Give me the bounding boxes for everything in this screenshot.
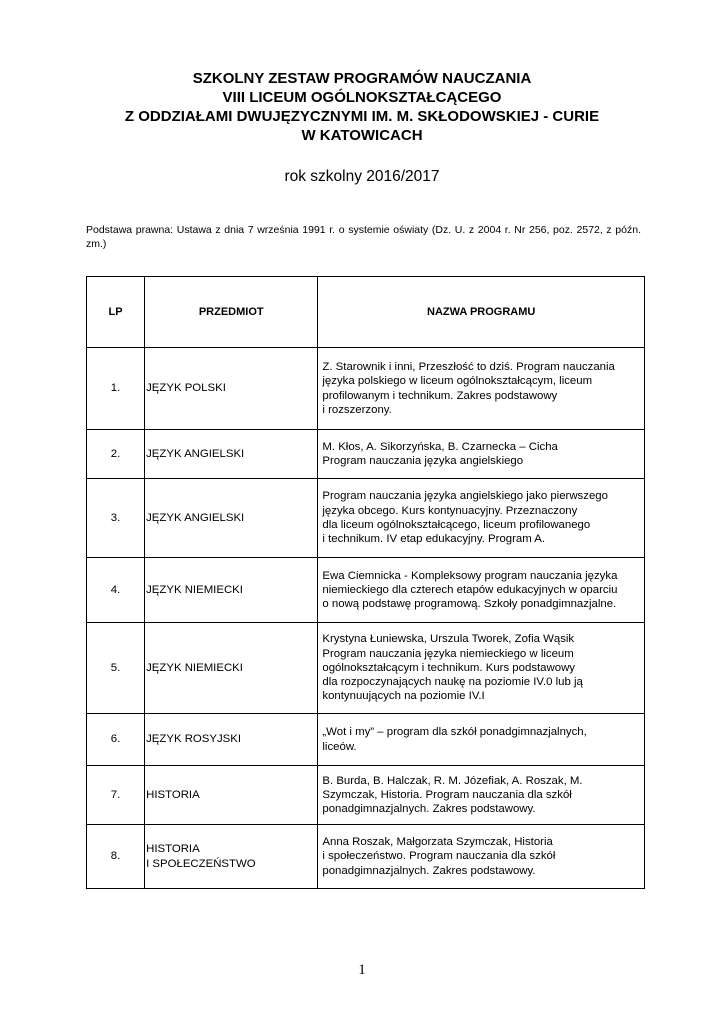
program-name-line: Program nauczania języka angielskiego bbox=[322, 455, 524, 467]
title-line: W KATOWICACH bbox=[301, 127, 423, 144]
program-name-line: Program nauczania języka niemieckiego w liceum bbox=[322, 647, 574, 660]
programs-table bbox=[86, 276, 645, 889]
cell-lp: 4. bbox=[87, 558, 145, 623]
table-body bbox=[87, 348, 645, 889]
cell-subject bbox=[145, 430, 318, 479]
program-name-line: i społeczeństwo. Program nauczania dla szkół bbox=[322, 850, 556, 863]
program-name-line: B. Burda, B. Halczak, R. M. Józefiak, A. Roszak, M. bbox=[322, 774, 583, 787]
table-row bbox=[87, 766, 645, 825]
cell-subject bbox=[145, 714, 318, 766]
cell-subject bbox=[145, 766, 318, 825]
document-title bbox=[60, 69, 664, 145]
table-row bbox=[87, 479, 645, 558]
cell-subject bbox=[145, 348, 318, 430]
table-row bbox=[87, 558, 645, 623]
subject-line: JĘZYK NIEMIECKI bbox=[146, 583, 243, 596]
program-name-line: Anna Roszak, Małgorzata Szymczak, Historia bbox=[322, 836, 553, 849]
cell-subject bbox=[145, 558, 318, 623]
program-name-line: dla liceum ogólnokształcącego, liceum profilowanego bbox=[322, 519, 591, 531]
title-line: Z ODDZIAŁAMI DWUJĘZYCZNYMI IM. M. SKŁODOWSKIEJ - CURIE bbox=[124, 108, 600, 125]
table-row bbox=[87, 430, 645, 479]
table-header-row bbox=[87, 277, 645, 348]
program-name-line: Ewa Ciemnicka - Kompleksowy program nauczania języka bbox=[322, 569, 618, 582]
program-name-line: Szymczak, Historia. Program nauczania dla szkół bbox=[322, 788, 572, 801]
table-row bbox=[87, 348, 645, 430]
program-name-line: dla rozpoczynających naukę na poziomie IV.0 lub ją bbox=[322, 676, 583, 689]
title-line: SZKOLNY ZESTAW PROGRAMÓW NAUCZANIA bbox=[192, 70, 532, 87]
cell-program-name bbox=[318, 348, 645, 430]
program-name-line: ponadgimnazjalnych. Zakres podstawowy. bbox=[322, 864, 536, 877]
table-row bbox=[87, 714, 645, 766]
cell-lp: 5. bbox=[87, 623, 145, 714]
cell-program-name bbox=[318, 766, 645, 825]
subject-line: JĘZYK ROSYJSKI bbox=[146, 733, 242, 746]
cell-program-name bbox=[318, 479, 645, 558]
program-name-line: języka polskiego w liceum ogólnokształcącym, liceum bbox=[322, 375, 593, 388]
program-name-line: ogólnokształcącym i technikum. Kurs podstawowy bbox=[322, 661, 575, 674]
title-line: VIII LICEUM OGÓLNOKSZTAŁCĄCEGO bbox=[222, 89, 502, 106]
subject-line: JĘZYK NIEMIECKI bbox=[146, 661, 243, 674]
program-name-line: Z. Starownik i inni, Przeszłość to dziś. Program nauczania bbox=[322, 360, 615, 373]
page-number: 1 bbox=[358, 962, 366, 978]
cell-subject bbox=[145, 825, 318, 889]
program-name-line: niemieckiego dla czterech etapów edukacyjnych w oparciu bbox=[322, 583, 618, 596]
cell-subject bbox=[145, 623, 318, 714]
program-name-line: i technikum. IV etap edukacyjny. Program A. bbox=[322, 533, 546, 546]
school-year: rok szkolny 2016/2017 bbox=[284, 168, 440, 185]
program-name-line: profilowanym i technikum. Zakres podstawowy bbox=[322, 389, 558, 402]
program-name-line: i rozszerzony. bbox=[322, 403, 392, 416]
legal-basis-paragraph: Podstawa prawna: Ustawa z dnia 7 września 1991 r. o systemie oświaty (Dz. U. z 2004 r. Nr 256, poz. 2572, z późn. zm.) bbox=[86, 224, 641, 250]
program-name-line: kontynuujących na poziomie IV.I bbox=[322, 690, 485, 703]
subject-line: JĘZYK POLSKI bbox=[146, 382, 226, 395]
cell-lp: 6. bbox=[87, 714, 145, 766]
cell-program-name bbox=[318, 714, 645, 766]
subject-line: HISTORIA bbox=[146, 788, 200, 801]
cell-program-name bbox=[318, 558, 645, 623]
table-row bbox=[87, 825, 645, 889]
program-name-line: Krystyna Łuniewska, Urszula Tworek, Zofia Wąsik bbox=[322, 633, 575, 646]
cell-lp: 2. bbox=[87, 430, 145, 479]
header-program-name: NAZWA PROGRAMU bbox=[318, 277, 645, 348]
cell-program-name bbox=[318, 623, 645, 714]
cell-program-name bbox=[318, 430, 645, 479]
cell-subject bbox=[145, 479, 318, 558]
table-row bbox=[87, 623, 645, 714]
program-name-line: M. Kłos, A. Sikorzyńska, B. Czarnecka – Cicha bbox=[322, 440, 558, 453]
header-lp: LP bbox=[87, 277, 145, 348]
cell-lp: 7. bbox=[87, 766, 145, 825]
program-name-line: „Wot i my” – program dla szkół ponadgimnazjalnych, bbox=[322, 726, 587, 739]
program-name-line: o nową podstawę programową. Szkoły ponadgimnazjalne. bbox=[322, 598, 617, 611]
program-name-line: ponadgimnazjalnych. Zakres podstawowy. bbox=[322, 803, 536, 816]
cell-lp: 8. bbox=[87, 825, 145, 889]
program-name-line: języka obcego. Kurs kontynuacyjny. Przeznaczony bbox=[322, 504, 578, 517]
cell-lp: 1. bbox=[87, 348, 145, 430]
subject-line: JĘZYK ANGIELSKI bbox=[146, 511, 245, 524]
cell-lp: 3. bbox=[87, 479, 145, 558]
program-name-line: Program nauczania języka angielskiego jako pierwszego bbox=[322, 490, 608, 503]
subject-line: I SPOŁECZEŃSTWO bbox=[146, 857, 256, 870]
subject-line: HISTORIA bbox=[146, 843, 200, 856]
program-name-line: liceów. bbox=[322, 740, 357, 753]
subject-line: JĘZYK ANGIELSKI bbox=[146, 447, 245, 460]
cell-program-name bbox=[318, 825, 645, 889]
header-subject: PRZEDMIOT bbox=[145, 277, 318, 348]
